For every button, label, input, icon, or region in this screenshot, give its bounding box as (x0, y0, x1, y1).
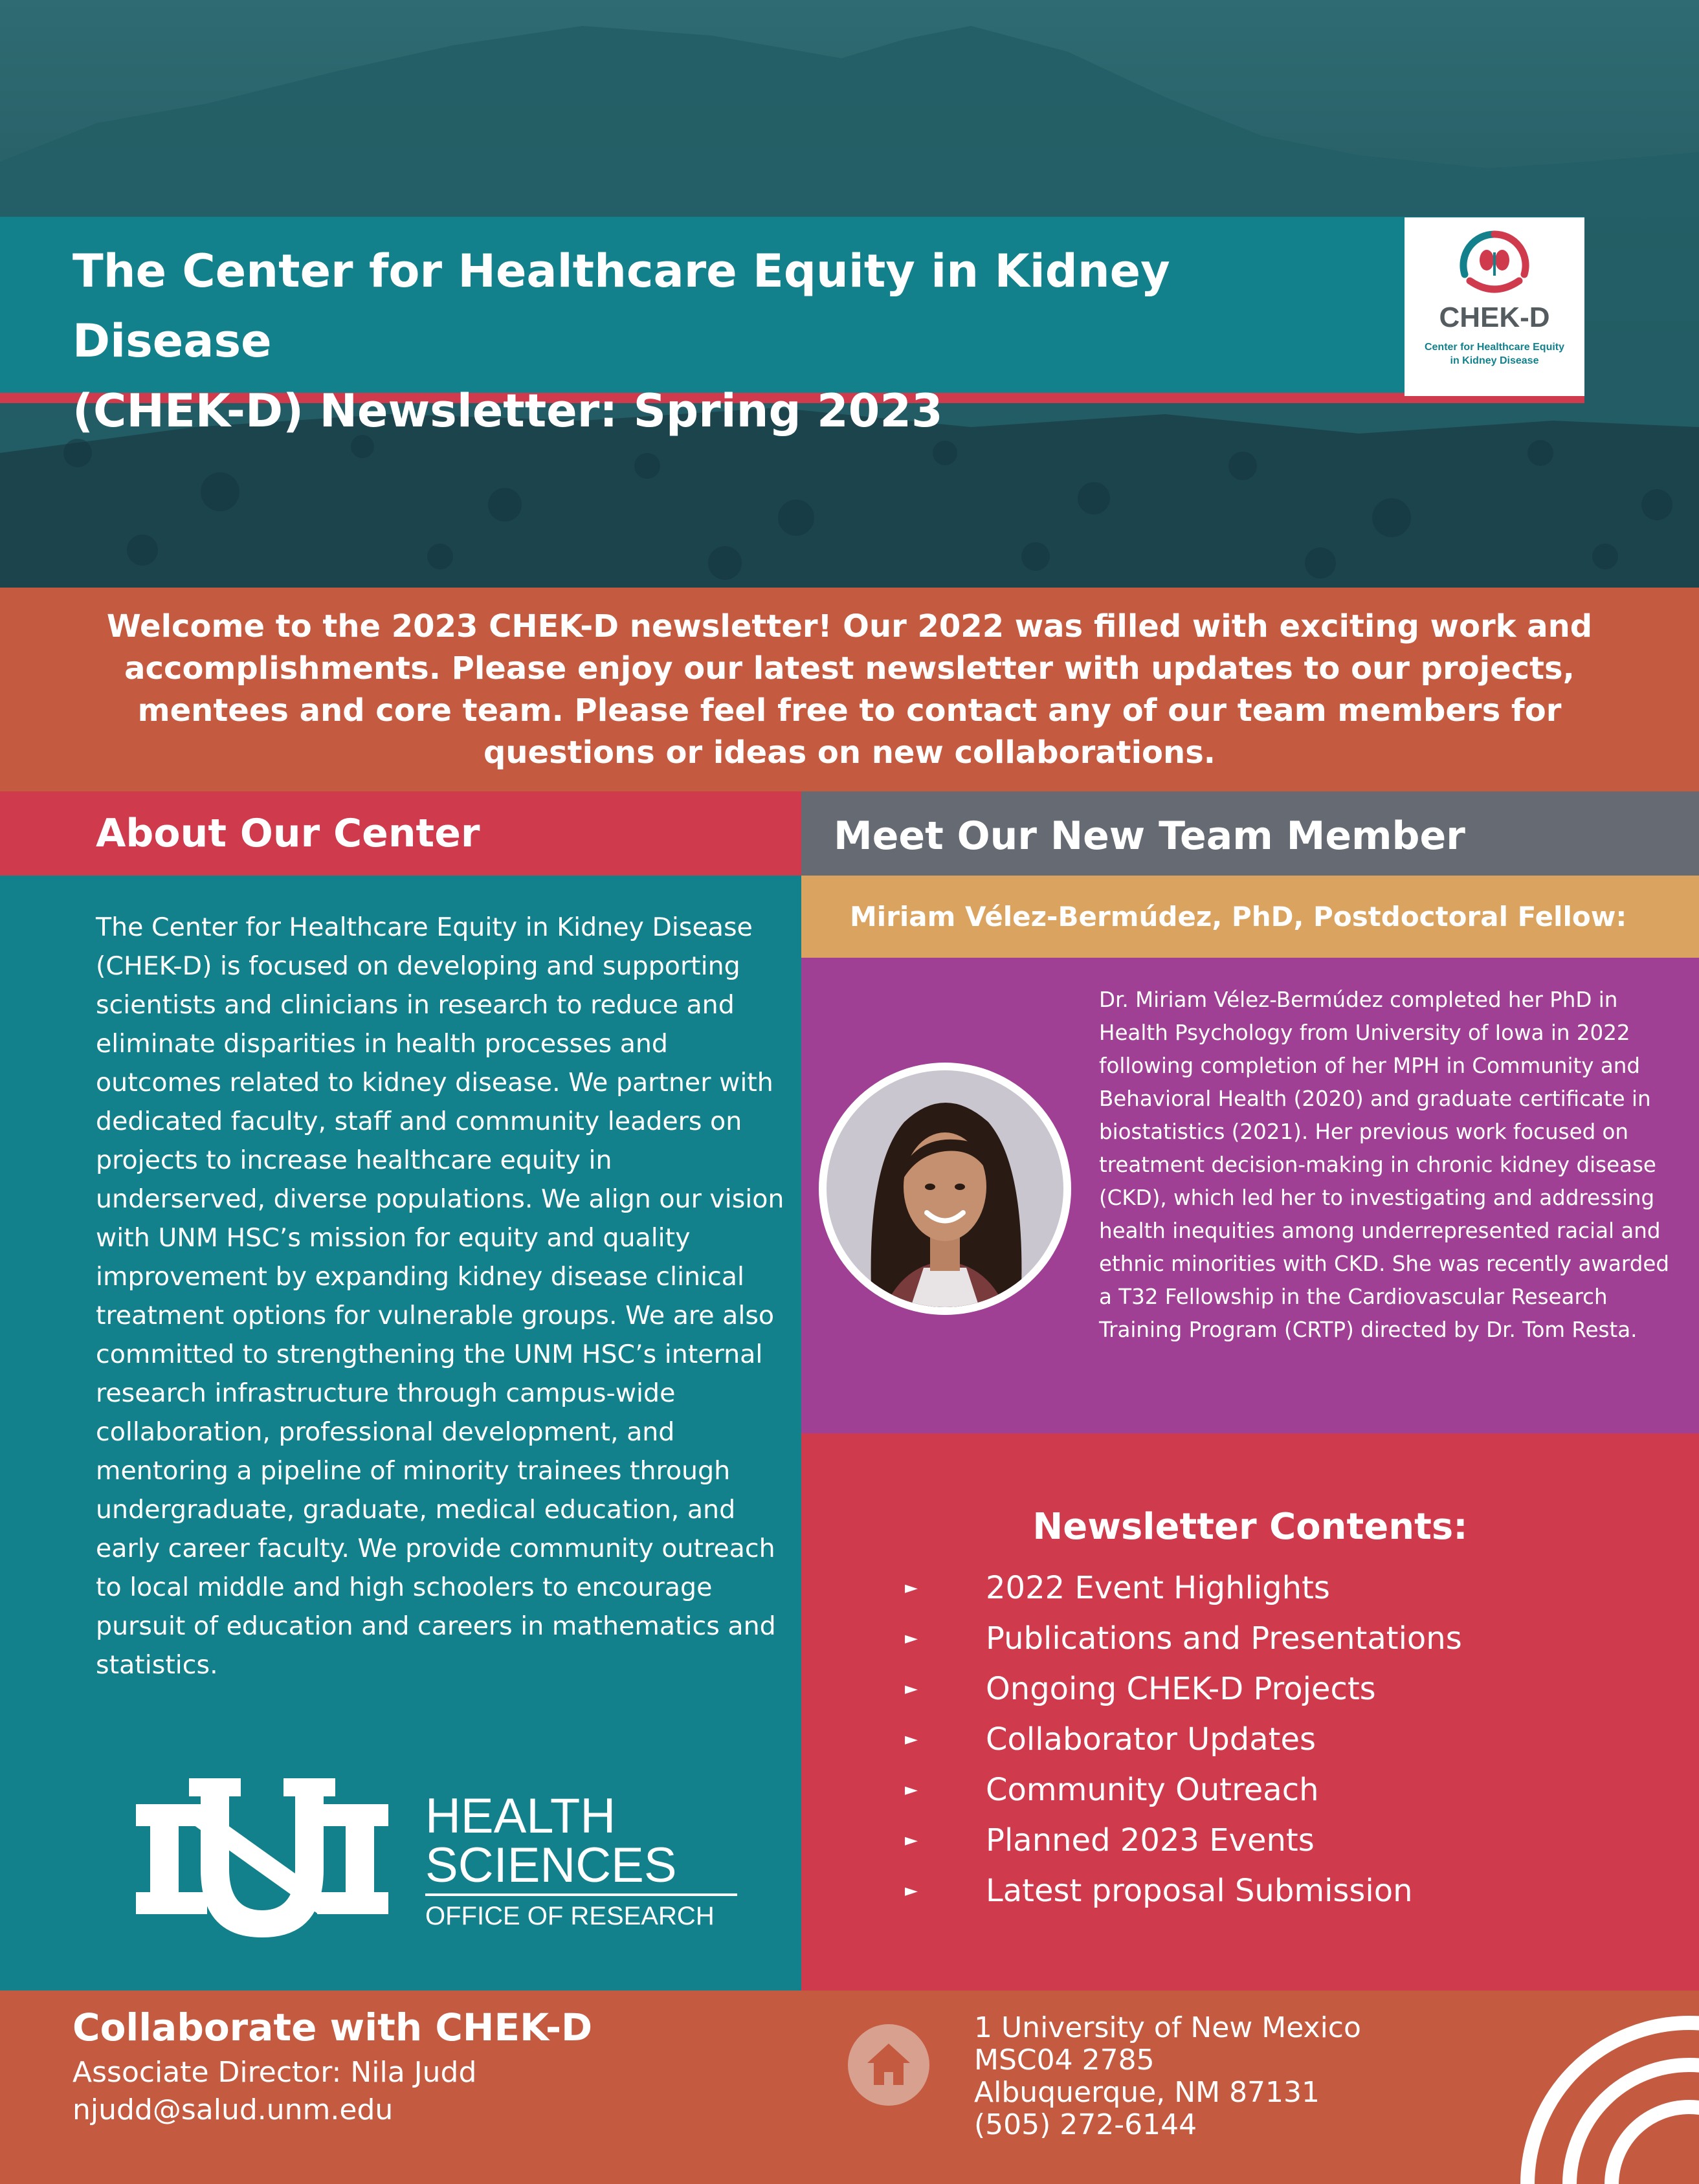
contents-item-label: Collaborator Updates (986, 1721, 1316, 1758)
unm-health-sciences-logo (136, 1778, 744, 1940)
footer (0, 1991, 1699, 2184)
newsletter-contents (801, 1433, 1699, 1991)
bullet-icon: ► (905, 1881, 918, 1901)
member-bio: Dr. Miriam Vélez-Bermúdez completed her PhD in Health Psychology from University of Iowa in 2022 following completion of her MPH in Community and Behavioral Health (2020) and graduate certificate in biostatistics (2021). Her previous work focused on treatment decision-making in chronic kidney disease (CKD), which led her to investigating and addressing health inequities among underrepresented racial and ethnic minorities with CKD. She was recently awarded a T32 Fellowship in the Cardiovascular Research Training Program (CRTP) directed by Dr. Tom Resta. (1099, 987, 1669, 1342)
bullet-icon: ► (905, 1578, 918, 1598)
bullet-icon: ► (905, 1730, 918, 1749)
address-line: MSC04 2785 (974, 2044, 1155, 2077)
contents-item[interactable] (905, 1664, 1462, 1714)
bullet-icon: ► (905, 1629, 918, 1648)
address-phone: (505) 272-6144 (974, 2108, 1197, 2141)
contents-item[interactable] (905, 1765, 1462, 1815)
logo-tagline (1417, 340, 1571, 368)
concentric-rings-icon (1515, 1991, 1699, 2184)
contents-item-label: 2022 Event Highlights (986, 1570, 1330, 1606)
contents-item[interactable] (905, 1815, 1462, 1866)
member-name: Miriam Vélez-Bermúdez, PhD, Postdoctoral Fellow: (850, 901, 1627, 932)
member-panel (801, 958, 1699, 1433)
page-title-line2: (CHEK-D) Newsletter: Spring 2023 (72, 384, 943, 437)
address-line: Albuquerque, NM 87131 (974, 2076, 1320, 2109)
contents-item-label: Planned 2023 Events (986, 1822, 1315, 1859)
avatar (819, 1063, 1071, 1315)
bullet-icon: ► (905, 1831, 918, 1850)
contents-item-label: Publications and Presentations (986, 1620, 1462, 1657)
chek-d-kidney-logo-icon (1456, 229, 1533, 300)
team-header (801, 791, 1699, 876)
logo-tagline-line2: in Kidney Disease (1450, 355, 1539, 366)
logo-name: CHEK-D (1439, 302, 1550, 333)
unm-logo-divider (425, 1893, 737, 1896)
page-title (72, 236, 1367, 446)
unm-logo-office: OFFICE OF RESEARCH (425, 1902, 715, 1930)
welcome-section (0, 588, 1699, 791)
contents-item[interactable] (905, 1866, 1462, 1916)
address-line: 1 University of New Mexico (974, 2011, 1361, 2044)
contents-item[interactable] (905, 1714, 1462, 1765)
contents-title: Newsletter Contents: (1032, 1506, 1468, 1548)
bullet-icon: ► (905, 1780, 918, 1800)
contents-item-label: Ongoing CHEK-D Projects (986, 1671, 1376, 1707)
about-header (0, 791, 801, 876)
associate-director: Associate Director: Nila Judd (72, 2056, 477, 2089)
about-body-text: The Center for Healthcare Equity in Kidney Disease (CHEK-D) is focused on developing and supporting scientists and clinicians in research to reduce and eliminate disparities in health processes and outcomes related to kidney disease. We partner with dedicated faculty, staff and community leaders on projects to increase healthcare equity in underserved, diverse populations. We align our vision with UNM HSC’s mission for equity and quality improvement by expanding kidney disease clinical treatment options for vulnerable groups. We are also committed to strengthening the UNM HSC’s internal research infrastructure through campus-wide collaboration, professional development, and mentoring a pipeline of minority trainees through undergraduate, graduate, medical education, and early career faculty. We provide community outreach to local middle and high schoolers to encourage pursuit of education and careers in mathematics and statistics. (96, 912, 784, 1680)
contact-email[interactable]: njudd@salud.unm.edu (72, 2093, 394, 2126)
team-title: Meet Our New Team Member (834, 813, 1465, 859)
unm-logo-sciences: SCIENCES (425, 1838, 677, 1893)
member-name-band (801, 876, 1699, 958)
home-icon (848, 2024, 929, 2106)
page-title-line1: The Center for Healthcare Equity in Kidney Disease (72, 245, 1170, 368)
collaborate-title: Collaborate with CHEK-D (72, 2005, 593, 2049)
welcome-text: Welcome to the 2023 CHEK-D newsletter! Our 2022 was filled with exciting work and accomplishments. Please enjoy our latest newsletter with updates to our projects, mentees and core team. Please feel free to contact any of our team members for questions or ideas on new collaborations. (106, 608, 1593, 771)
about-title: About Our Center (96, 811, 480, 856)
logo-tagline-line1: Center for Healthcare Equity (1424, 342, 1565, 353)
contents-item[interactable] (905, 1613, 1462, 1664)
contents-list (905, 1563, 1462, 1916)
member-portrait (827, 1070, 1063, 1307)
contents-item-label: Community Outreach (986, 1772, 1319, 1808)
chek-d-logo (1405, 217, 1584, 396)
contents-item[interactable] (905, 1563, 1462, 1613)
about-section (0, 876, 801, 1991)
unm-logo-icon (136, 1778, 388, 1940)
contents-item-label: Latest proposal Submission (986, 1873, 1413, 1909)
bullet-icon: ► (905, 1679, 918, 1699)
unm-logo-health: HEALTH (425, 1789, 616, 1844)
mailing-address (974, 2012, 1361, 2141)
